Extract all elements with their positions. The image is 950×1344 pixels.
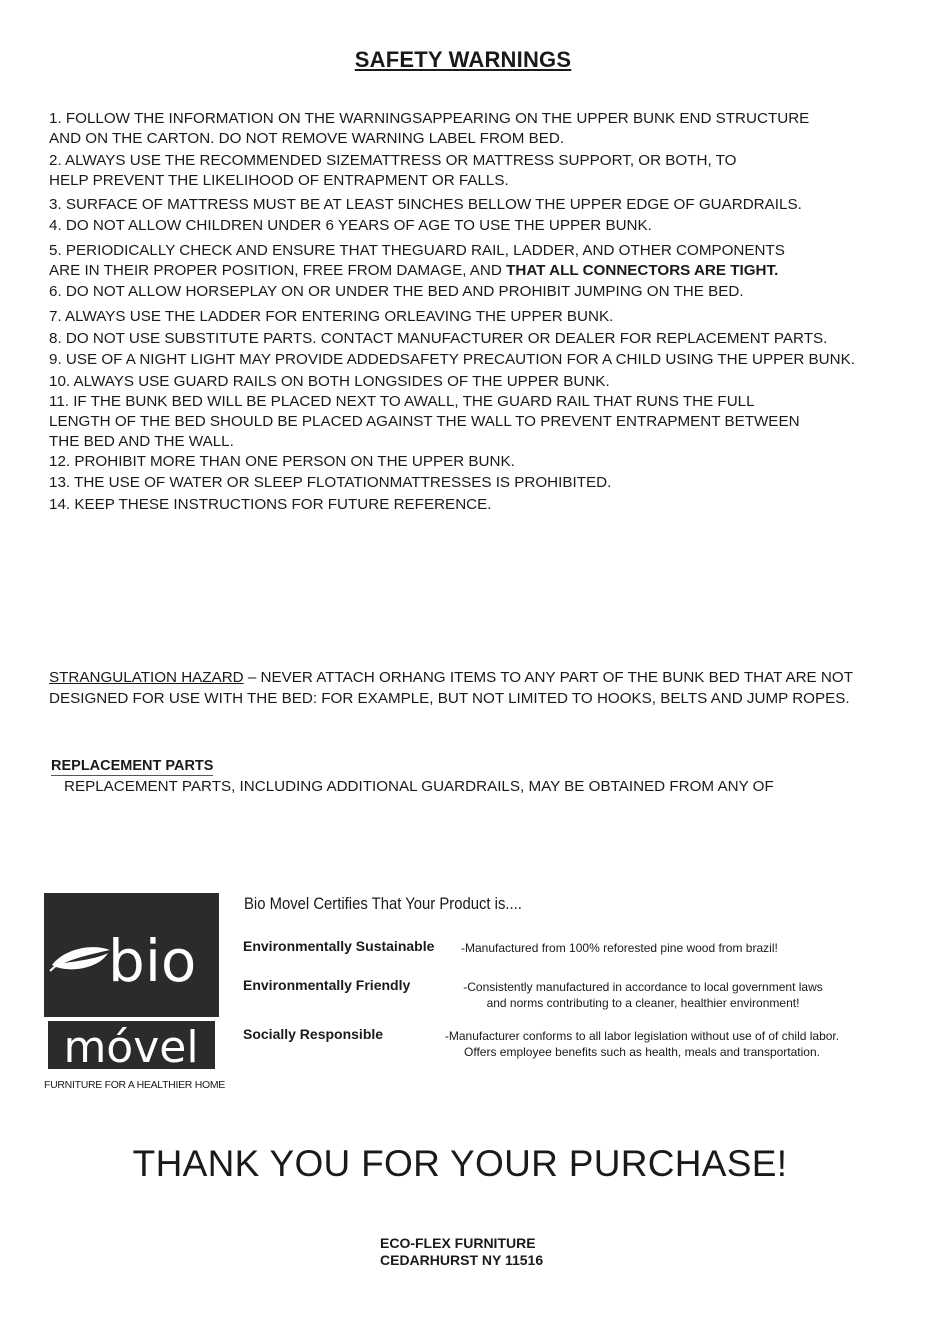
logo-word-movel: móvel — [63, 1022, 199, 1073]
logo-tagline: FURNITURE FOR A HEALTHIER HOME — [44, 1079, 225, 1091]
strangulation-text: – NEVER ATTACH ORHANG ITEMS TO ANY PART OF THE BUNK BED THAT ARE NOT DESIGNED FOR USE WITH THE BED: FOR EXAMPLE, BUT NOT LIMITED TO HOOKS, BELTS AND JUMP ROPES. — [49, 669, 853, 707]
leaf-icon — [52, 947, 110, 969]
warning-item: 7. ALWAYS USE THE LADDER FOR ENTERING ORLEAVING THE UPPER BUNK. — [49, 308, 614, 325]
warning-item: 8. DO NOT USE SUBSTITUTE PARTS. CONTACT MANUFACTURER OR DEALER FOR REPLACEMENT PARTS. — [49, 329, 828, 347]
company-address — [380, 1235, 543, 1269]
warning-item: 9. USE OF A NIGHT LIGHT MAY PROVIDE ADDEDSAFETY PRECAUTION FOR A CHILD USING THE UPPER BUNK. — [49, 351, 855, 368]
warning-5-text: 5. PERIODICALLY CHECK AND ENSURE THAT THEGUARD RAIL, LADDER, AND OTHER COMPONENTS ARE IN THEIR PROPER POSITION, FREE FROM DAMAGE, AND — [49, 241, 785, 279]
logo-graphic — [44, 893, 219, 1073]
thank-you-heading: THANK YOU FOR YOUR PURCHASE! — [132, 1143, 788, 1184]
warning-item-5 — [49, 241, 929, 281]
certification-label: Environmentally Friendly — [243, 977, 411, 993]
warning-item: 1. FOLLOW THE INFORMATION ON THE WARNINGSAPPEARING ON THE UPPER BUNK END STRUCTURE AND ON THE CARTON. DO NOT REMOVE WARNING LABEL FROM BED. — [49, 110, 810, 147]
page-title: SAFETY WARNINGS — [354, 47, 572, 72]
warning-item: 4. DO NOT ALLOW CHILDREN UNDER 6 YEARS OF AGE TO USE THE UPPER BUNK. — [49, 216, 652, 234]
logo-word-bio: bio — [108, 927, 197, 995]
company-name: ECO-FLEX FURNITURE — [380, 1235, 536, 1251]
certification-label: Environmentally Sustainable — [243, 938, 435, 954]
replacement-heading: REPLACEMENT PARTS — [51, 758, 214, 774]
strangulation-warning — [49, 667, 909, 709]
warnings-list — [49, 109, 929, 516]
certification-desc: -Manufacturer conforms to all labor legislation without use of of child labor. Offers employee benefits such as health, meals and transportation. — [444, 1029, 840, 1059]
warning-item: 12. PROHIBIT MORE THAN ONE PERSON ON THE UPPER BUNK. — [49, 452, 515, 470]
strangulation-label: STRANGULATION HAZARD — [49, 669, 244, 686]
replacement-text: REPLACEMENT PARTS, INCLUDING ADDITIONAL GUARDRAILS, MAY BE OBTAINED FROM ANY OF — [64, 778, 774, 795]
bio-movel-logo — [44, 893, 219, 1073]
warning-item: 10. ALWAYS USE GUARD RAILS ON BOTH LONGSIDES OF THE UPPER BUNK. — [49, 372, 610, 390]
warning-item: 3. SURFACE OF MATTRESS MUST BE AT LEAST 5INCHES BELLOW THE UPPER EDGE OF GUARDRAILS. — [49, 195, 802, 213]
certification-desc: -Consistently manufactured in accordance to local government laws and norms contributing to a cleaner, healthier environment! — [463, 980, 823, 1010]
warning-item: 13. THE USE OF WATER OR SLEEP FLOTATIONMATTRESSES IS PROHIBITED. — [49, 474, 612, 491]
certification-title: Bio Movel Certifies That Your Product is.... — [244, 895, 522, 913]
warning-5-emphasis: THAT ALL CONNECTORS ARE TIGHT. — [506, 261, 779, 279]
certification-label: Socially Responsible — [243, 1026, 384, 1042]
certification-desc: -Manufactured from 100% reforested pine wood from brazil! — [461, 941, 778, 955]
warning-item: 2. ALWAYS USE THE RECOMMENDED SIZEMATTRESS OR MATTRESS SUPPORT, OR BOTH, TO HELP PREVENT THE LIKELIHOOD OF ENTRAPMENT OR FALLS. — [49, 151, 737, 189]
warning-item: 6. DO NOT ALLOW HORSEPLAY ON OR UNDER THE BED AND PROHIBIT JUMPING ON THE BED. — [49, 283, 744, 300]
warning-item: 14. KEEP THESE INSTRUCTIONS FOR FUTURE REFERENCE. — [49, 495, 492, 513]
warning-item: 11. IF THE BUNK BED WILL BE PLACED NEXT TO AWALL, THE GUARD RAIL THAT RUNS THE FULL LENGTH OF THE BED SHOULD BE PLACED AGAINST THE WALL TO PREVENT ENTRAPMENT BETWEEN THE BED AND THE WALL. — [49, 392, 800, 450]
company-city: CEDARHURST NY 11516 — [380, 1252, 544, 1268]
